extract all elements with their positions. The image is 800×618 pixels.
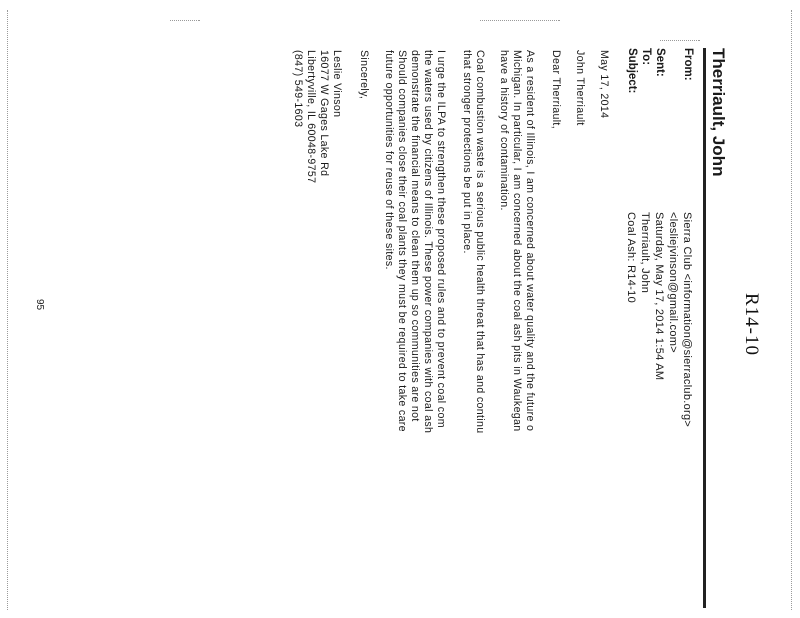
paragraph-line: As a resident of Illinois, I am concerned about water quality and the future o xyxy=(524,50,536,432)
paragraph-line: Michigan. In particular, I am concerned about the coal ash pits in Waukegan xyxy=(511,50,523,432)
paragraph-line: I urge the ILPA to strengthen these proposed rules and to prevent coal com xyxy=(435,50,447,428)
scan-artifact-line xyxy=(7,10,8,610)
header-rule xyxy=(703,48,706,608)
paragraph-line: the waters used by citizens of Illinois. These power companies with coal ash xyxy=(422,50,434,434)
letter-closing: Sincerely, xyxy=(358,50,370,100)
sent-value: Saturday, May 17, 2014 1:54 AM xyxy=(653,212,665,381)
signature-phone: (847) 549-1603 xyxy=(292,50,304,128)
from-label: From: xyxy=(682,48,694,81)
paragraph-line: that stronger protections be put in place. xyxy=(461,50,473,254)
docket-stamp: R14-10 xyxy=(741,293,762,356)
header-name: Therriault, John xyxy=(709,48,728,177)
scan-artifact-dots xyxy=(170,20,200,21)
subject-label: Subject: xyxy=(626,48,638,94)
paragraph-line: Should companies close their coal plants they must be required to take care xyxy=(396,50,408,432)
from-email-value: <lesliejvinson@gmail.com> xyxy=(667,212,679,353)
from-value: Sierra Club <information@sierraclub.org> xyxy=(681,212,693,428)
to-label: To: xyxy=(640,48,652,66)
letter-recipient: John Therriault xyxy=(574,50,586,126)
signature-street: 16077 W Gages Lake Rd xyxy=(318,50,330,177)
signature-city: Libertyville, IL 60048-9757 xyxy=(305,50,317,184)
subject-value: Coal Ash: R14-10 xyxy=(625,212,637,304)
scan-artifact-dots xyxy=(660,40,700,41)
letter-date: May 17, 2014 xyxy=(598,50,610,119)
to-value: Therriault, John xyxy=(639,212,651,294)
scan-artifact-line xyxy=(791,10,792,610)
page-number: 95 xyxy=(34,299,45,311)
paragraph-line: have a history of contamination. xyxy=(498,50,510,211)
paragraph-line: demonstrate the financial means to clean them up so communities are not xyxy=(409,50,421,422)
scan-artifact-dots xyxy=(480,20,560,21)
sent-label: Sent: xyxy=(654,48,666,77)
signature-name: Leslie Vinson xyxy=(331,50,343,118)
paragraph-line: Coal combustion waste is a serious public health threat that has and continu xyxy=(474,50,486,434)
letter-salutation: Dear Therriault, xyxy=(550,50,562,130)
paragraph-line: future opportunities for reuse of these sites. xyxy=(383,50,395,270)
